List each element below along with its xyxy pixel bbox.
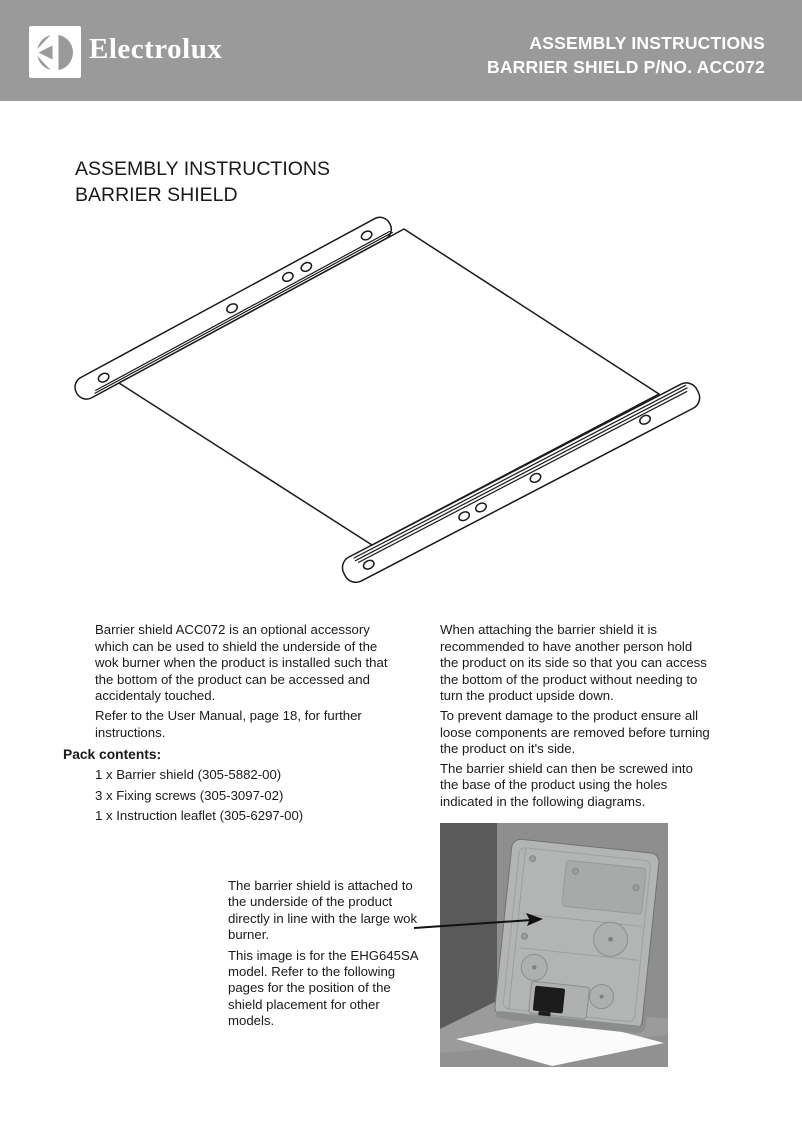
intro-paragraph: To prevent damage to the product ensure all loose components are removed before turning the product on it's side. [440, 707, 710, 757]
electrolux-symbol-svg [29, 26, 81, 78]
electrolux-symbol-icon [29, 26, 81, 78]
barrier-shield-drawing [65, 208, 715, 600]
pack-item: 1 x Barrier shield (305-5882-00) [95, 767, 282, 782]
caption-paragraph: This image is for the EHG645SA model. Refer to the following pages for the position of the shield placement for other models. [228, 947, 418, 1029]
caption-paragraph: The barrier shield is attached to the underside of the product directly in line with the large wok burner. [228, 878, 418, 943]
pack-item: 1 x Instruction leaflet (305-6297-00) [95, 808, 304, 824]
pack-contents-heading: Pack contents: [63, 747, 162, 762]
brand-wordmark: Electrolux [89, 33, 223, 65]
pointer-arrow-icon [406, 900, 551, 942]
product-underside-photo [440, 823, 668, 1067]
document-title-line2: BARRIER SHIELD P/NO. ACC072 [487, 57, 765, 77]
page-title-line2: BARRIER SHIELD [75, 184, 238, 206]
page-title-line1: ASSEMBLY INSTRUCTIONS [75, 158, 330, 180]
intro-paragraph: Barrier shield ACC072 is an optional accessory which can be used to shield the underside of the wok burner when the product is installed such that the bottom of the product can be accessed and accidentaly touched. [95, 622, 388, 704]
intro-left-column [95, 622, 397, 744]
intro-paragraph: When attaching the barrier shield it is recommended to have another person hold the product on its side so that you can access the bottom of the product without needing to turn the product upside down. [440, 622, 707, 704]
photo-caption [228, 878, 420, 1034]
header-bar [0, 0, 802, 101]
intro-paragraph: Refer to the User Manual, page 18, for further instructions. [95, 707, 362, 740]
intro-paragraph: The barrier shield can then be screwed into the base of the product using the holes indicated in the following diagrams. [440, 760, 693, 809]
document-title-line1: ASSEMBLY INSTRUCTIONS [529, 33, 765, 53]
pack-contents-list [95, 765, 415, 827]
pack-item: 3 x Fixing screws (305-3097-02) [95, 787, 284, 803]
document-title [487, 31, 765, 79]
intro-right-column [440, 622, 714, 814]
shield-plate [119, 229, 659, 545]
page-title [75, 156, 330, 208]
